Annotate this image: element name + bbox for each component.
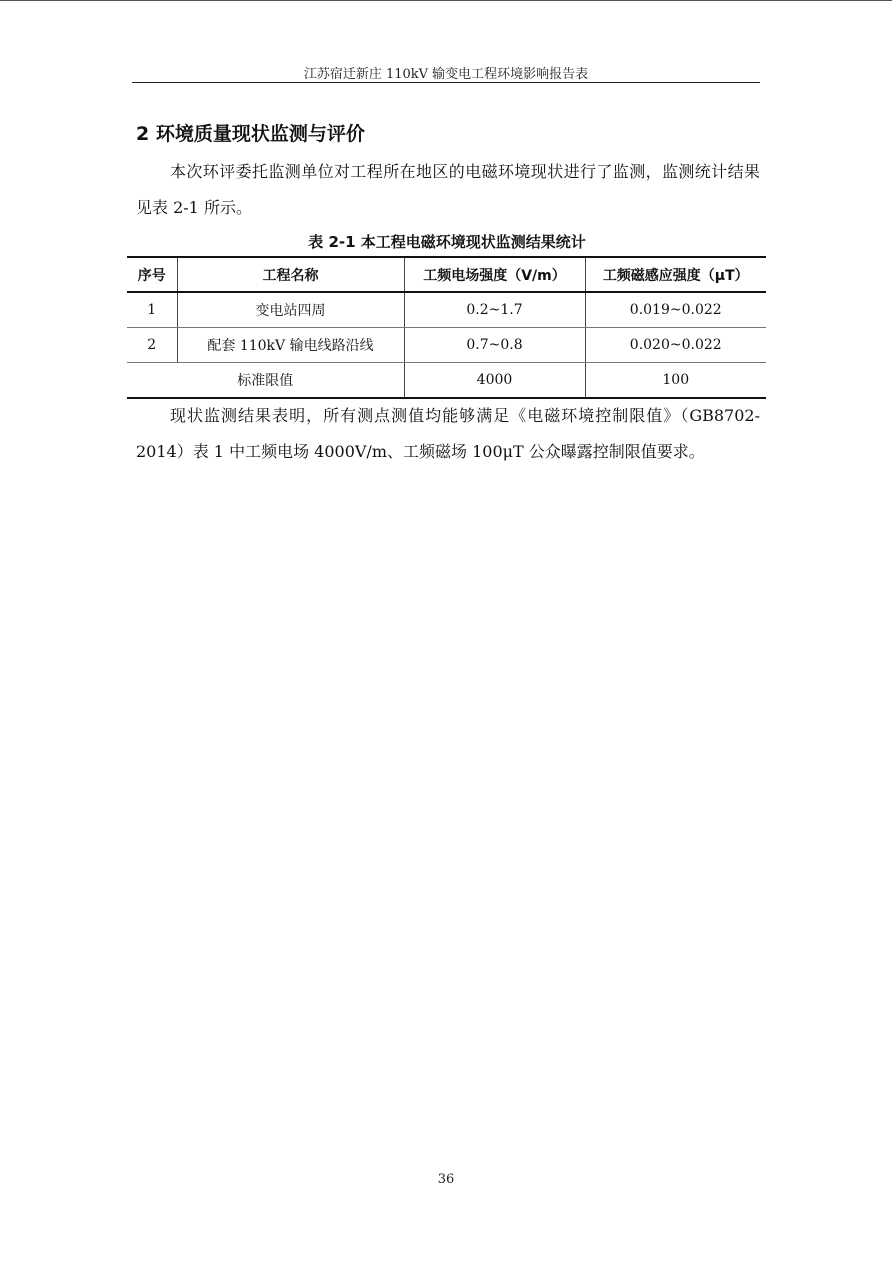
header-magnetic-induction: 工频磁感应强度（μT） [585, 257, 766, 292]
monitoring-results-table [127, 256, 766, 399]
header-divider [132, 82, 760, 83]
cell-project-name: 变电站四周 [177, 292, 404, 328]
table-caption: 表 2-1 本工程电磁环境现状监测结果统计 [308, 233, 586, 251]
cell-project-name: 配套 110kV 输电线路沿线 [177, 328, 404, 363]
section-heading: 2 环境质量现状监测与评价 [136, 123, 365, 145]
running-header: 江苏宿迁新庄 110kV 输变电工程环境影响报告表 [303, 67, 589, 82]
intro-paragraph: 本次环评委托监测单位对工程所在地区的电磁环境现状进行了监测，监测统计结果见表 2-1 所示。 [136, 162, 760, 217]
cell-electric-field: 0.7~0.8 [404, 328, 585, 363]
limit-row [127, 363, 766, 399]
cell-limit-electric-field: 4000 [404, 363, 585, 399]
header-index: 序号 [127, 257, 177, 292]
cell-electric-field: 0.2~1.7 [404, 292, 585, 328]
header-electric-field: 工频电场强度（V/m） [404, 257, 585, 292]
table-row [127, 328, 766, 363]
table-row [127, 292, 766, 328]
cell-limit-label: 标准限值 [127, 363, 404, 399]
header-project-name: 工程名称 [177, 257, 404, 292]
conclusion-paragraph: 现状监测结果表明，所有测点测值均能够满足《电磁环境控制限值》（GB8702-2014）表 1 中工频电场 4000V/m、工频磁场 100μT 公众曝露控制限值要求。 [136, 406, 760, 461]
cell-magnetic-induction: 0.019~0.022 [585, 292, 766, 328]
page-top-border [0, 0, 892, 1]
cell-limit-magnetic-induction: 100 [585, 363, 766, 399]
cell-index: 2 [127, 328, 177, 363]
table-header-row [127, 257, 766, 292]
page-number: 36 [437, 1172, 455, 1187]
cell-magnetic-induction: 0.020~0.022 [585, 328, 766, 363]
cell-index: 1 [127, 292, 177, 328]
